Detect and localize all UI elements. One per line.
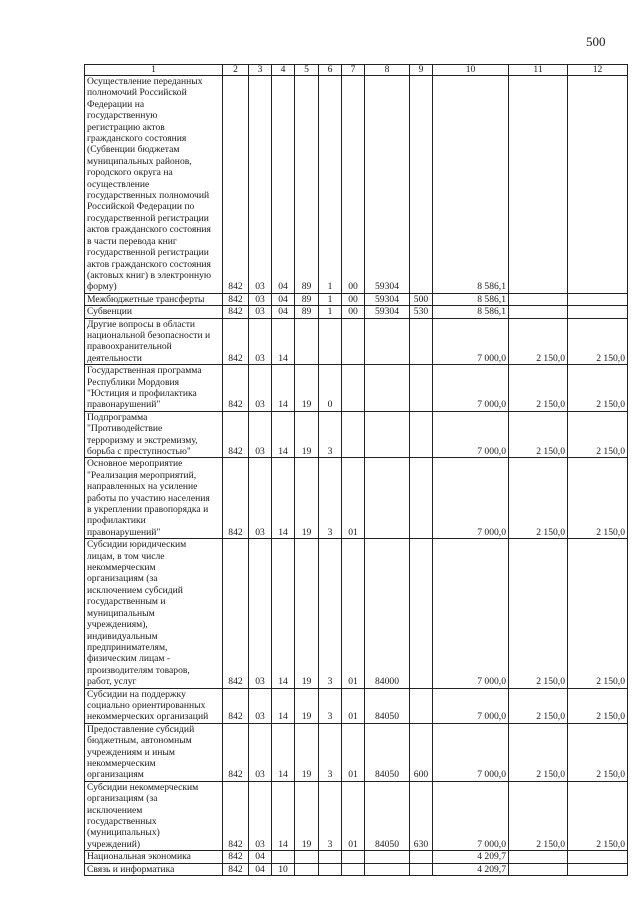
table-row (85, 306, 628, 318)
amount-2021-cell (568, 306, 628, 318)
amount-2019-cell: 7 000,0 (433, 411, 509, 458)
column-header: 3 (249, 65, 272, 76)
table-row (85, 365, 628, 412)
row-name-cell: Субсидии юридическим лицам, в том числе некоммерческим организациям (за исключением субсидий государственным и муниципальным учреждениям), индивидуальным предпринимателям, физическим лицам - производителям товаров, работ, услуг (85, 539, 223, 688)
amount-2020-cell: 2 150,0 (509, 688, 568, 723)
amount-2020-cell: 2 150,0 (509, 539, 568, 688)
ministry-code-cell: 842 (223, 458, 249, 539)
section-code-cell: 03 (249, 781, 272, 850)
subprogram-code-cell (319, 863, 342, 875)
table-row (85, 781, 628, 850)
ministry-code-cell: 842 (223, 688, 249, 723)
row-name-cell: Основное мероприятие "Реализация мероприятий, направленных на усиление работы по участию населения в укреплении правопорядка и профилактики правонарушений" (85, 458, 223, 539)
section-code-cell: 03 (249, 458, 272, 539)
subprogram-code-cell: 0 (319, 365, 342, 412)
ministry-code-cell: 842 (223, 863, 249, 875)
table-row (85, 411, 628, 458)
expense-type-code-cell (410, 688, 433, 723)
amount-2021-cell (568, 293, 628, 305)
section-code-cell: 03 (249, 539, 272, 688)
subsection-code-cell (272, 851, 295, 863)
header-row (85, 65, 628, 76)
amount-2020-cell (509, 76, 568, 294)
amount-2019-cell: 4 209,7 (433, 851, 509, 863)
section-code-cell: 03 (249, 318, 272, 365)
subprogram-code-cell: 3 (319, 688, 342, 723)
amount-2021-cell (568, 863, 628, 875)
section-code-cell: 03 (249, 365, 272, 412)
program-code-cell: 89 (295, 306, 319, 318)
subsection-code-cell: 10 (272, 863, 295, 875)
subprogram-code-cell (319, 851, 342, 863)
row-name-cell: Государственная программа Республики Мордовия "Юстиция и профилактика правонарушений" (85, 365, 223, 412)
amount-2020-cell: 2 150,0 (509, 458, 568, 539)
table-row (85, 539, 628, 688)
page-number: 500 (586, 34, 606, 49)
table-row (85, 723, 628, 781)
subsection-code-cell: 14 (272, 458, 295, 539)
amount-2019-cell: 8 586,1 (433, 293, 509, 305)
row-name-cell: Субсидии на поддержку социально ориентированных некоммерческих организаций (85, 688, 223, 723)
amount-2021-cell: 2 150,0 (568, 723, 628, 781)
expense-type-code-cell (410, 318, 433, 365)
subprogram-code-cell: 1 (319, 76, 342, 294)
amount-2019-cell: 7 000,0 (433, 318, 509, 365)
column-header: 12 (568, 65, 628, 76)
section-code-cell: 03 (249, 411, 272, 458)
amount-2019-cell: 7 000,0 (433, 365, 509, 412)
program-code-cell: 19 (295, 411, 319, 458)
subprogram-code-cell: 3 (319, 781, 342, 850)
amount-2019-cell: 7 000,0 (433, 688, 509, 723)
amount-2019-cell: 8 586,1 (433, 76, 509, 294)
program-code-cell: 19 (295, 539, 319, 688)
event-code-cell: 00 (342, 76, 365, 294)
expense-type-code-cell (410, 76, 433, 294)
row-name-cell: Осуществление переданных полномочий Российской Федерации на государственную регистрацию актов гражданского состояния (Субвенции бюджетам муниципальных районов, городского округа на осуществление государственных полномочий Российской Федерации по государственной регистрации актов гражданского состояния в части перевода книг государственной регистрации актов гражданского состояния (актовых книг) в электронную форму) (85, 76, 223, 294)
subsection-code-cell: 14 (272, 723, 295, 781)
row-name-cell: Подпрограмма "Противодействие терроризму и экстремизму, борьба с преступностью" (85, 411, 223, 458)
row-name-cell: Субвенции (85, 306, 223, 318)
table-row (85, 851, 628, 863)
expense-type-code-cell (410, 365, 433, 412)
amount-2021-cell: 2 150,0 (568, 411, 628, 458)
event-code-cell (342, 318, 365, 365)
event-code-cell: 00 (342, 306, 365, 318)
event-code-cell: 00 (342, 293, 365, 305)
program-code-cell: 89 (295, 76, 319, 294)
column-header: 8 (365, 65, 410, 76)
amount-2019-cell: 8 586,1 (433, 306, 509, 318)
subprogram-code-cell: 3 (319, 723, 342, 781)
amount-2021-cell (568, 851, 628, 863)
event-code-cell: 01 (342, 458, 365, 539)
event-code-cell: 01 (342, 723, 365, 781)
row-name-cell: Национальная экономика (85, 851, 223, 863)
column-header: 1 (85, 65, 223, 76)
amount-2020-cell (509, 863, 568, 875)
direction-code-cell (365, 411, 410, 458)
event-code-cell (342, 411, 365, 458)
amount-2019-cell: 7 000,0 (433, 539, 509, 688)
direction-code-cell: 84050 (365, 688, 410, 723)
budget-table (84, 64, 628, 876)
column-header: 7 (342, 65, 365, 76)
amount-2019-cell: 7 000,0 (433, 723, 509, 781)
expense-type-code-cell: 530 (410, 306, 433, 318)
ministry-code-cell: 842 (223, 781, 249, 850)
section-code-cell: 03 (249, 688, 272, 723)
subsection-code-cell: 04 (272, 306, 295, 318)
ministry-code-cell: 842 (223, 851, 249, 863)
program-code-cell: 19 (295, 723, 319, 781)
section-code-cell: 04 (249, 863, 272, 875)
amount-2020-cell: 2 150,0 (509, 723, 568, 781)
subprogram-code-cell (319, 318, 342, 365)
program-code-cell: 19 (295, 458, 319, 539)
amount-2021-cell: 2 150,0 (568, 458, 628, 539)
table-row (85, 318, 628, 365)
section-code-cell: 03 (249, 293, 272, 305)
program-code-cell (295, 318, 319, 365)
amount-2021-cell: 2 150,0 (568, 365, 628, 412)
subprogram-code-cell: 3 (319, 411, 342, 458)
direction-code-cell: 59304 (365, 76, 410, 294)
row-name-cell: Предоставление субсидий бюджетным, автономным учреждениям и иным некоммерческим организациям (85, 723, 223, 781)
amount-2021-cell: 2 150,0 (568, 781, 628, 850)
ministry-code-cell: 842 (223, 318, 249, 365)
amount-2020-cell: 2 150,0 (509, 365, 568, 412)
subprogram-code-cell: 3 (319, 539, 342, 688)
direction-code-cell (365, 318, 410, 365)
section-code-cell: 03 (249, 306, 272, 318)
subsection-code-cell: 14 (272, 688, 295, 723)
program-code-cell: 19 (295, 688, 319, 723)
column-header: 11 (509, 65, 568, 76)
row-name-cell: Межбюджетные трансферты (85, 293, 223, 305)
subprogram-code-cell: 3 (319, 458, 342, 539)
event-code-cell: 01 (342, 539, 365, 688)
direction-code-cell: 84050 (365, 723, 410, 781)
expense-type-code-cell: 500 (410, 293, 433, 305)
row-name-cell: Другие вопросы в области национальной безопасности и правоохранительной деятельности (85, 318, 223, 365)
row-name-cell: Субсидии некоммерческим организациям (за исключением государственных (муниципальных) учреждений) (85, 781, 223, 850)
amount-2020-cell: 2 150,0 (509, 411, 568, 458)
event-code-cell: 01 (342, 688, 365, 723)
amount-2020-cell (509, 306, 568, 318)
ministry-code-cell: 842 (223, 723, 249, 781)
column-header: 9 (410, 65, 433, 76)
section-code-cell: 03 (249, 723, 272, 781)
subsection-code-cell: 14 (272, 411, 295, 458)
amount-2020-cell: 2 150,0 (509, 318, 568, 365)
row-name-cell: Связь и информатика (85, 863, 223, 875)
ministry-code-cell: 842 (223, 76, 249, 294)
direction-code-cell (365, 851, 410, 863)
ministry-code-cell: 842 (223, 306, 249, 318)
ministry-code-cell: 842 (223, 411, 249, 458)
expense-type-code-cell (410, 851, 433, 863)
section-code-cell: 03 (249, 76, 272, 294)
direction-code-cell: 59304 (365, 306, 410, 318)
ministry-code-cell: 842 (223, 293, 249, 305)
expense-type-code-cell (410, 458, 433, 539)
direction-code-cell (365, 863, 410, 875)
program-code-cell (295, 851, 319, 863)
subsection-code-cell: 04 (272, 76, 295, 294)
direction-code-cell: 59304 (365, 293, 410, 305)
ministry-code-cell: 842 (223, 539, 249, 688)
amount-2020-cell: 2 150,0 (509, 781, 568, 850)
amount-2020-cell (509, 851, 568, 863)
program-code-cell: 19 (295, 365, 319, 412)
event-code-cell (342, 851, 365, 863)
column-header: 4 (272, 65, 295, 76)
direction-code-cell: 84000 (365, 539, 410, 688)
amount-2019-cell: 4 209,7 (433, 863, 509, 875)
direction-code-cell (365, 365, 410, 412)
column-header: 5 (295, 65, 319, 76)
subprogram-code-cell: 1 (319, 293, 342, 305)
program-code-cell: 89 (295, 293, 319, 305)
amount-2021-cell: 2 150,0 (568, 318, 628, 365)
table-row (85, 76, 628, 294)
event-code-cell: 01 (342, 781, 365, 850)
subprogram-code-cell: 1 (319, 306, 342, 318)
table-row (85, 293, 628, 305)
column-header: 10 (433, 65, 509, 76)
event-code-cell (342, 863, 365, 875)
table-row (85, 863, 628, 875)
amount-2021-cell: 2 150,0 (568, 688, 628, 723)
table-row (85, 458, 628, 539)
program-code-cell: 19 (295, 781, 319, 850)
section-code-cell: 04 (249, 851, 272, 863)
expense-type-code-cell (410, 411, 433, 458)
subsection-code-cell: 14 (272, 365, 295, 412)
subsection-code-cell: 14 (272, 539, 295, 688)
direction-code-cell: 84050 (365, 781, 410, 850)
direction-code-cell (365, 458, 410, 539)
subsection-code-cell: 14 (272, 781, 295, 850)
amount-2019-cell: 7 000,0 (433, 458, 509, 539)
column-header: 6 (319, 65, 342, 76)
program-code-cell (295, 863, 319, 875)
expense-type-code-cell: 630 (410, 781, 433, 850)
subsection-code-cell: 04 (272, 293, 295, 305)
event-code-cell (342, 365, 365, 412)
column-header: 2 (223, 65, 249, 76)
amount-2019-cell: 7 000,0 (433, 781, 509, 850)
table-row (85, 688, 628, 723)
amount-2021-cell (568, 76, 628, 294)
subsection-code-cell: 14 (272, 318, 295, 365)
amount-2021-cell: 2 150,0 (568, 539, 628, 688)
amount-2020-cell (509, 293, 568, 305)
expense-type-code-cell (410, 863, 433, 875)
ministry-code-cell: 842 (223, 365, 249, 412)
expense-type-code-cell: 600 (410, 723, 433, 781)
expense-type-code-cell (410, 539, 433, 688)
